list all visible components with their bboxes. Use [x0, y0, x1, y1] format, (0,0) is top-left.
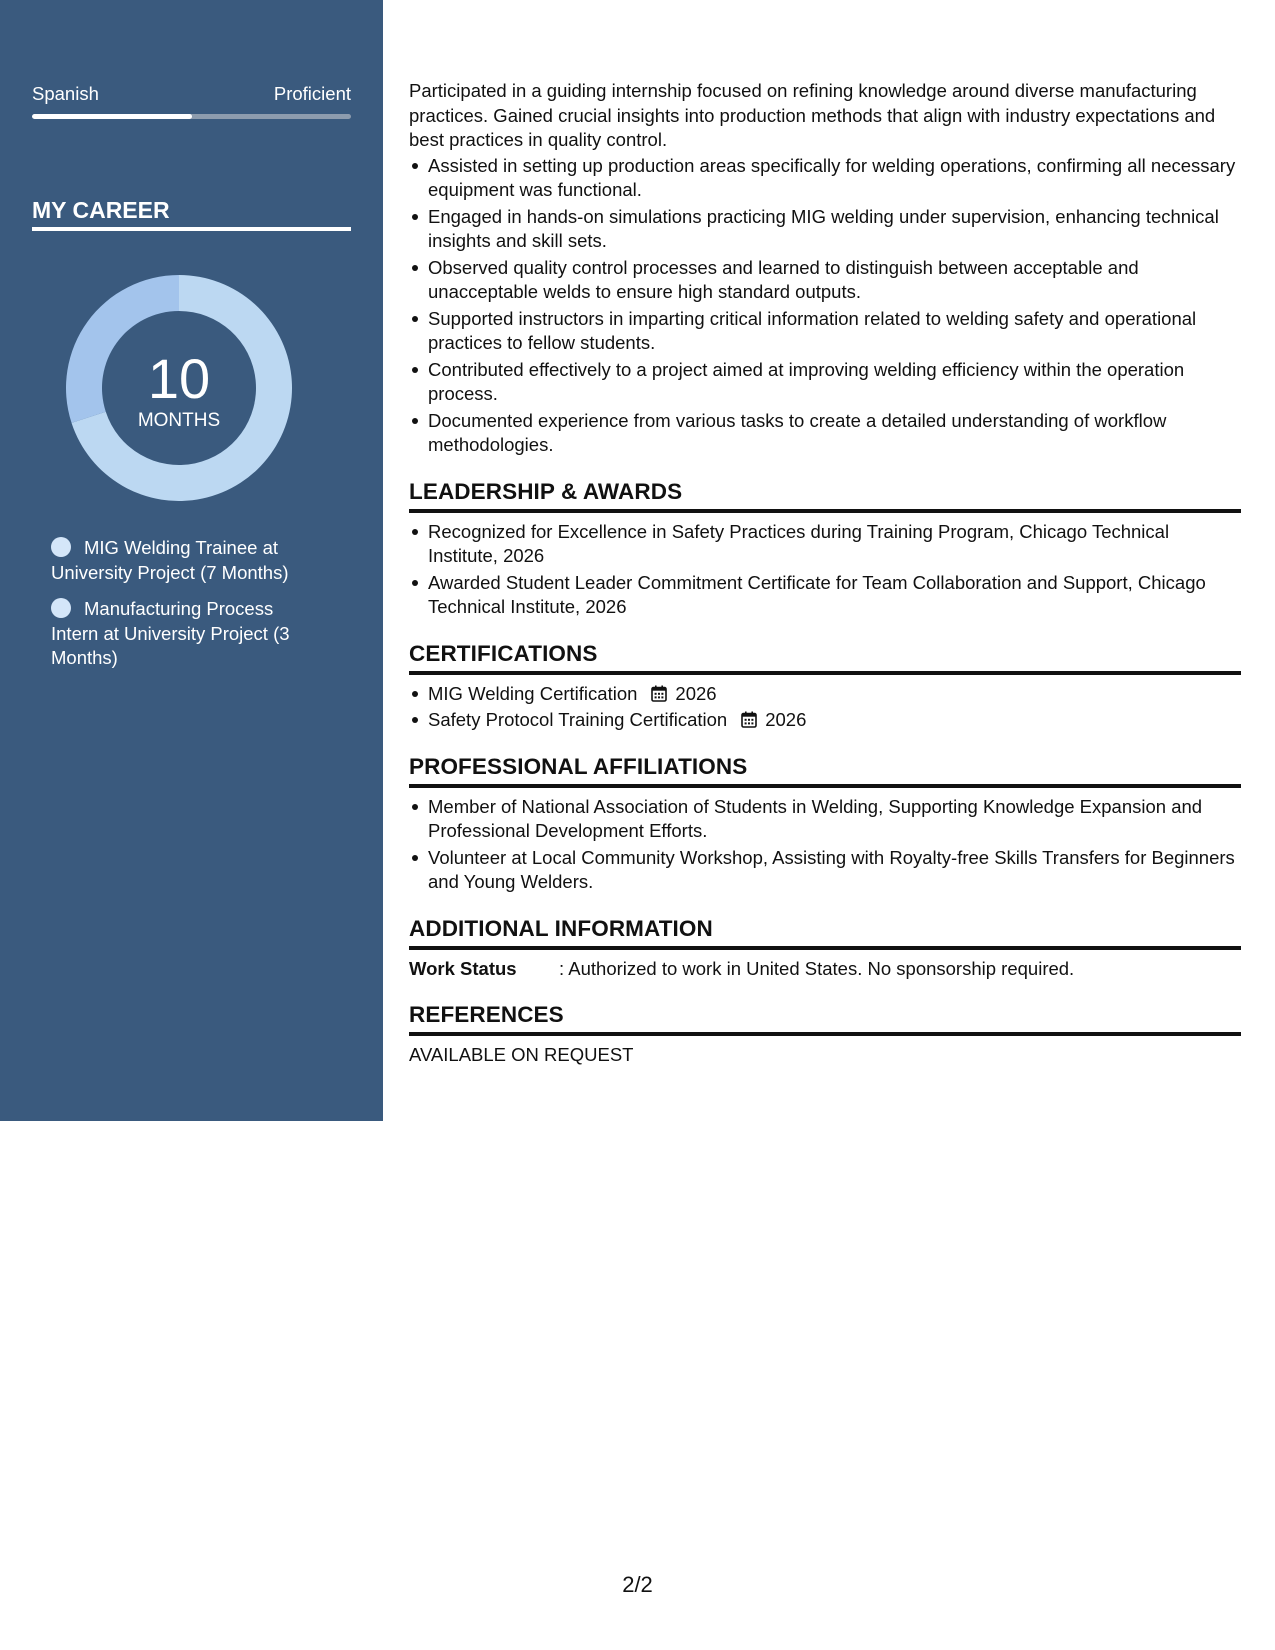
experience-bullet: Supported instructors in imparting critical information related to welding safety and operational practices to fellow students. [428, 307, 1241, 356]
affiliation-item: Volunteer at Local Community Workshop, Assisting with Royalty-free Skills Transfers for Beginners and Young Welders. [428, 846, 1241, 895]
language-name: Spanish [32, 83, 99, 104]
affiliation-item: Member of National Association of Students in Welding, Supporting Knowledge Expansion and Professional Development Efforts. [428, 795, 1241, 844]
main-content [409, 79, 1241, 1068]
leadership-item: Recognized for Excellence in Safety Practices during Training Program, Chicago Technical Institute, 2026 [428, 520, 1241, 569]
section-rule [409, 671, 1241, 675]
sidebar [0, 0, 383, 1121]
calendar-icon [741, 711, 757, 728]
certification-year: 2026 [675, 682, 717, 704]
work-status-value: : Authorized to work in United States. No sponsorship required. [559, 957, 1075, 979]
affiliations-list [409, 795, 1241, 895]
additional-info-title: ADDITIONAL INFORMATION [409, 915, 713, 941]
leadership-list [409, 520, 1241, 620]
section-rule [409, 946, 1241, 950]
experience-bullet: Documented experience from various tasks to create a detailed understanding of workflow methodologies. [428, 409, 1241, 458]
experience-bullet: Engaged in hands-on simulations practicing MIG welding under supervision, enhancing technical insights and skill sets. [428, 205, 1241, 254]
section-rule [409, 784, 1241, 788]
section-rule [409, 1032, 1241, 1036]
experience-intro: Participated in a guiding internship focused on refining knowledge around diverse manufacturing practices. Gained crucial insights into production methods that align with industry expectations and best practices in quality control. [409, 80, 1216, 150]
experience-bullets [409, 154, 1241, 458]
work-status-label: Work Status [409, 957, 517, 979]
certification-name: MIG Welding Certification [428, 682, 638, 704]
certifications-title: CERTIFICATIONS [409, 640, 598, 666]
certification-item [428, 708, 1241, 733]
section-rule [409, 509, 1241, 513]
language-level: Proficient [273, 83, 351, 104]
legend-dot-icon [51, 598, 71, 618]
language-row [32, 82, 351, 106]
certification-item [428, 682, 1241, 707]
calendar-icon [651, 685, 667, 702]
career-legend [51, 536, 311, 683]
career-total-number: 10 [147, 347, 211, 410]
work-status-row [409, 957, 1241, 982]
career-legend-item [51, 597, 311, 671]
experience-bullet: Contributed effectively to a project aimed at improving welding efficiency within the operation process. [428, 358, 1241, 407]
career-legend-item [51, 536, 311, 585]
career-title: MY CAREER [32, 197, 170, 223]
language-level-bar-fill [32, 114, 192, 119]
references-title: REFERENCES [409, 1002, 564, 1027]
certification-name: Safety Protocol Training Certification [428, 709, 728, 730]
leadership-item: Awarded Student Leader Commitment Certificate for Team Collaboration and Support, Chicago Technical Institute, 2026 [428, 571, 1241, 620]
certification-year: 2026 [765, 709, 807, 730]
references-text: AVAILABLE ON REQUEST [409, 1044, 634, 1065]
leadership-title: LEADERSHIP & AWARDS [409, 478, 683, 504]
language-level-bar [32, 114, 351, 119]
career-legend-label: Manufacturing Process Intern at University Project (3 Months) [51, 598, 290, 668]
career-title-rule [32, 227, 351, 231]
page-number: 2/2 [622, 1572, 653, 1597]
experience-bullet: Observed quality control processes and learned to distinguish between acceptable and unacceptable welds to ensure high standard outputs. [428, 256, 1241, 305]
affiliations-title: PROFESSIONAL AFFILIATIONS [409, 753, 748, 779]
career-total-unit: MONTHS [137, 410, 221, 431]
career-legend-label: MIG Welding Trainee at University Project (7 Months) [51, 537, 289, 583]
legend-dot-icon [51, 537, 71, 557]
certifications-list [409, 682, 1241, 733]
experience-bullet: Assisted in setting up production areas specifically for welding operations, confirming all necessary equipment was functional. [428, 154, 1241, 203]
